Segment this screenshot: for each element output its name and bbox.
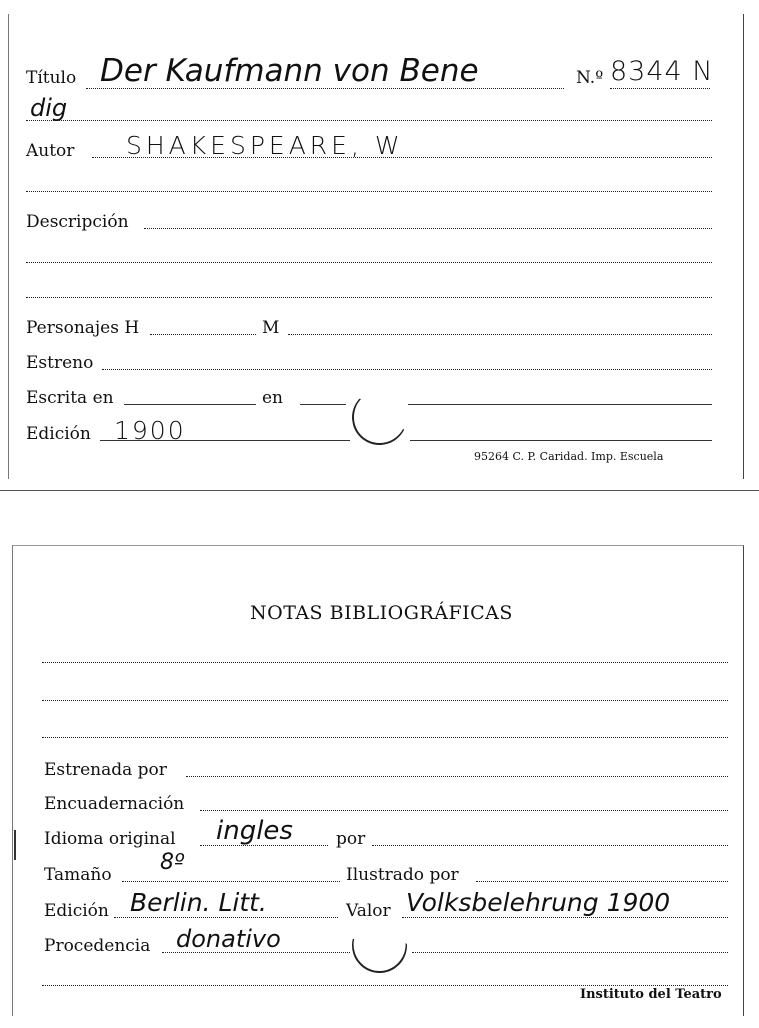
edicion-line-b <box>410 440 712 441</box>
notas-line-1 <box>42 662 728 663</box>
notas-line-2 <box>42 700 728 701</box>
printer-imprint: 95264 C. P. Caridad. Imp. Escuela <box>474 450 664 463</box>
valor-line <box>402 917 728 918</box>
tamano-line <box>122 881 340 882</box>
titulo-value: Der Kaufmann von Bene <box>100 53 479 89</box>
idioma-value: ingles <box>216 816 293 846</box>
encuadernacion-line <box>200 810 728 811</box>
ilustrado-line <box>476 881 728 882</box>
descripcion-label: Descripción <box>26 212 129 232</box>
estreno-line <box>102 369 712 370</box>
notas-heading: NOTAS BIBLIOGRÁFICAS <box>250 602 513 624</box>
descripcion-line <box>144 228 712 229</box>
card-separator <box>0 490 759 491</box>
edge-mark <box>14 830 16 860</box>
escrita-label: Escrita en <box>26 388 114 408</box>
por-line <box>372 845 728 846</box>
bottom-line <box>42 985 728 986</box>
numero-value: 8344 N <box>610 56 714 87</box>
ilustrado-label: Ilustrado por <box>346 865 459 885</box>
titulo-label: Título <box>26 68 77 88</box>
procedencia-label: Procedencia <box>44 936 151 956</box>
escrita-en-label: en <box>262 388 284 408</box>
institution-name: Instituto del Teatro <box>580 987 722 1002</box>
notas-line-3 <box>42 737 728 738</box>
procedencia-line-b <box>412 952 728 953</box>
por-label: por <box>336 829 366 849</box>
numero-line <box>610 88 710 89</box>
estrenada-line <box>186 776 728 777</box>
escrita-line <box>124 404 256 405</box>
edicion-back-line <box>114 917 338 918</box>
escrita-en-line-a <box>300 404 346 405</box>
descripcion-line-3 <box>26 297 712 298</box>
valor-value: Volksbelehrung 1900 <box>406 888 671 917</box>
titulo-line-2 <box>26 120 712 121</box>
numero-label: N.º <box>576 68 604 88</box>
tamano-label: Tamaño <box>44 865 112 885</box>
escrita-en-line-b <box>408 404 712 405</box>
autor-label: Autor <box>26 141 75 161</box>
descripcion-line-2 <box>26 262 712 263</box>
personajes-label: Personajes H <box>26 318 140 338</box>
estreno-label: Estreno <box>26 353 94 373</box>
edicion-back-label: Edición <box>44 901 109 921</box>
edicion-value: 1900 <box>114 416 186 445</box>
tamano-value: 8º <box>160 850 185 875</box>
autor-line-2 <box>26 191 712 192</box>
procedencia-value: donativo <box>176 925 281 953</box>
encuadernacion-label: Encuadernación <box>44 794 185 814</box>
titulo-continuation: dig <box>30 94 68 122</box>
personajes-m-line <box>288 334 712 335</box>
edicion-label: Edición <box>26 424 91 444</box>
idioma-label: Idioma original <box>44 829 176 849</box>
autor-value: SHAKESPEARE, W <box>126 131 404 160</box>
estrenada-label: Estrenada por <box>44 760 167 780</box>
valor-label: Valor <box>346 901 391 921</box>
personajes-h-line <box>150 334 256 335</box>
personajes-m-label: M <box>262 318 280 338</box>
edicion-back-value: Berlin. Litt. <box>130 888 267 917</box>
